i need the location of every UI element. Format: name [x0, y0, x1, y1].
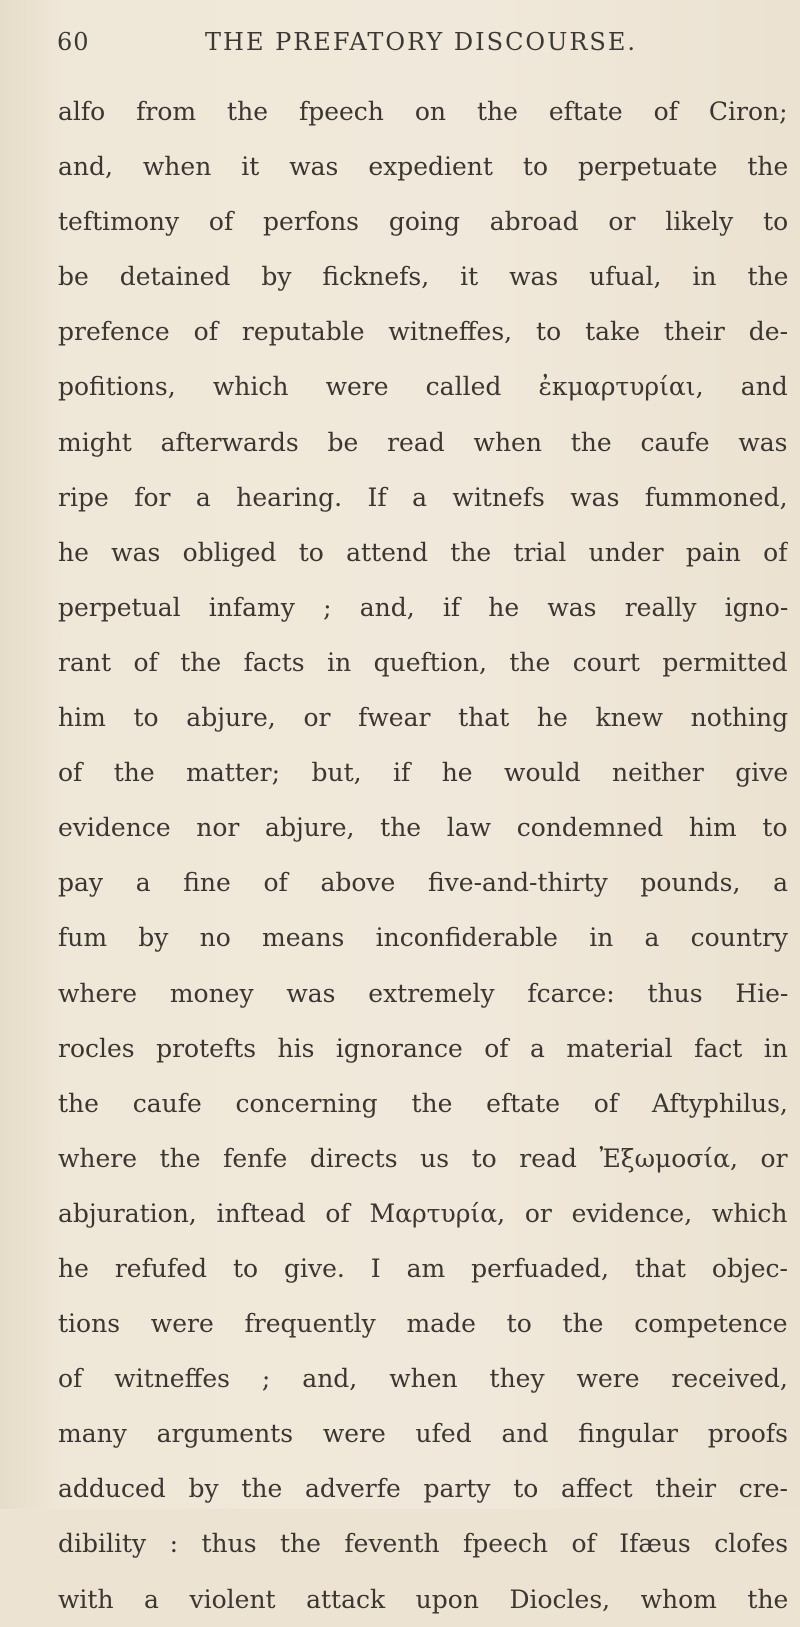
text-line: perpetual infamy ; and, if he was really igno-: [58, 592, 788, 622]
text-line: he was obliged to attend the trial under pain of: [58, 537, 788, 567]
text-line: where money was extremely fcarce: thus Hie-: [58, 978, 788, 1008]
text-line: adduced by the adverfe party to affect their cre-: [58, 1474, 788, 1504]
running-title: THE PREFATORY DISCOURSE.: [205, 28, 637, 56]
text-line: pay a fine of above five-and-thirty pounds, a: [58, 868, 788, 898]
text-line: rant of the facts in queftion, the court permitted: [58, 647, 788, 677]
text-line: be detained by ficknefs, it was ufual, in the: [58, 262, 788, 292]
text-line: rocles protefts his ignorance of a material fact in: [58, 1033, 788, 1063]
text-line: abjuration, inftead of Μαρτυρία, or evidence, which: [58, 1198, 788, 1228]
text-line: with a violent attack upon Diocles, whom the: [58, 1584, 788, 1614]
page-number: 60: [57, 28, 90, 56]
text-line: prefence of reputable witneffes, to take their de-: [58, 317, 788, 347]
text-line: tions were frequently made to the competence: [58, 1309, 788, 1339]
text-line: teftimony of perfons going abroad or likely to: [58, 207, 788, 237]
body-text: [58, 84, 788, 1627]
text-line: ripe for a hearing. If a witnefs was fummoned,: [58, 482, 788, 512]
text-line: where the fenfe directs us to read Ἐξωμοσία, or: [58, 1143, 788, 1173]
text-line: alfo from the fpeech on the eftate of Ciron;: [58, 97, 788, 126]
text-line: him to abjure, or fwear that he knew nothing: [58, 703, 788, 733]
page-header: [57, 28, 747, 58]
text-line: of witneffes ; and, when they were received,: [58, 1364, 788, 1394]
text-line: the caufe concerning the eftate of Aftyphilus,: [58, 1088, 788, 1118]
text-line: he refufed to give. I am perfuaded, that objec-: [58, 1253, 788, 1283]
text-line: of the matter; but, if he would neither give: [58, 758, 788, 788]
text-line: and, when it was expedient to perpetuate the: [58, 152, 788, 182]
text-line: fum by no means inconfiderable in a country: [58, 923, 788, 953]
text-line: many arguments were ufed and fingular proofs: [58, 1419, 788, 1449]
text-line: evidence nor abjure, the law condemned him to: [58, 813, 788, 843]
text-line: might afterwards be read when the caufe was: [58, 427, 788, 457]
text-line: pofitions, which were called ἐκμαρτυρίαι, and: [58, 372, 788, 402]
text-line: dibility : thus the feventh fpeech of Ifæus clofes: [58, 1529, 788, 1559]
